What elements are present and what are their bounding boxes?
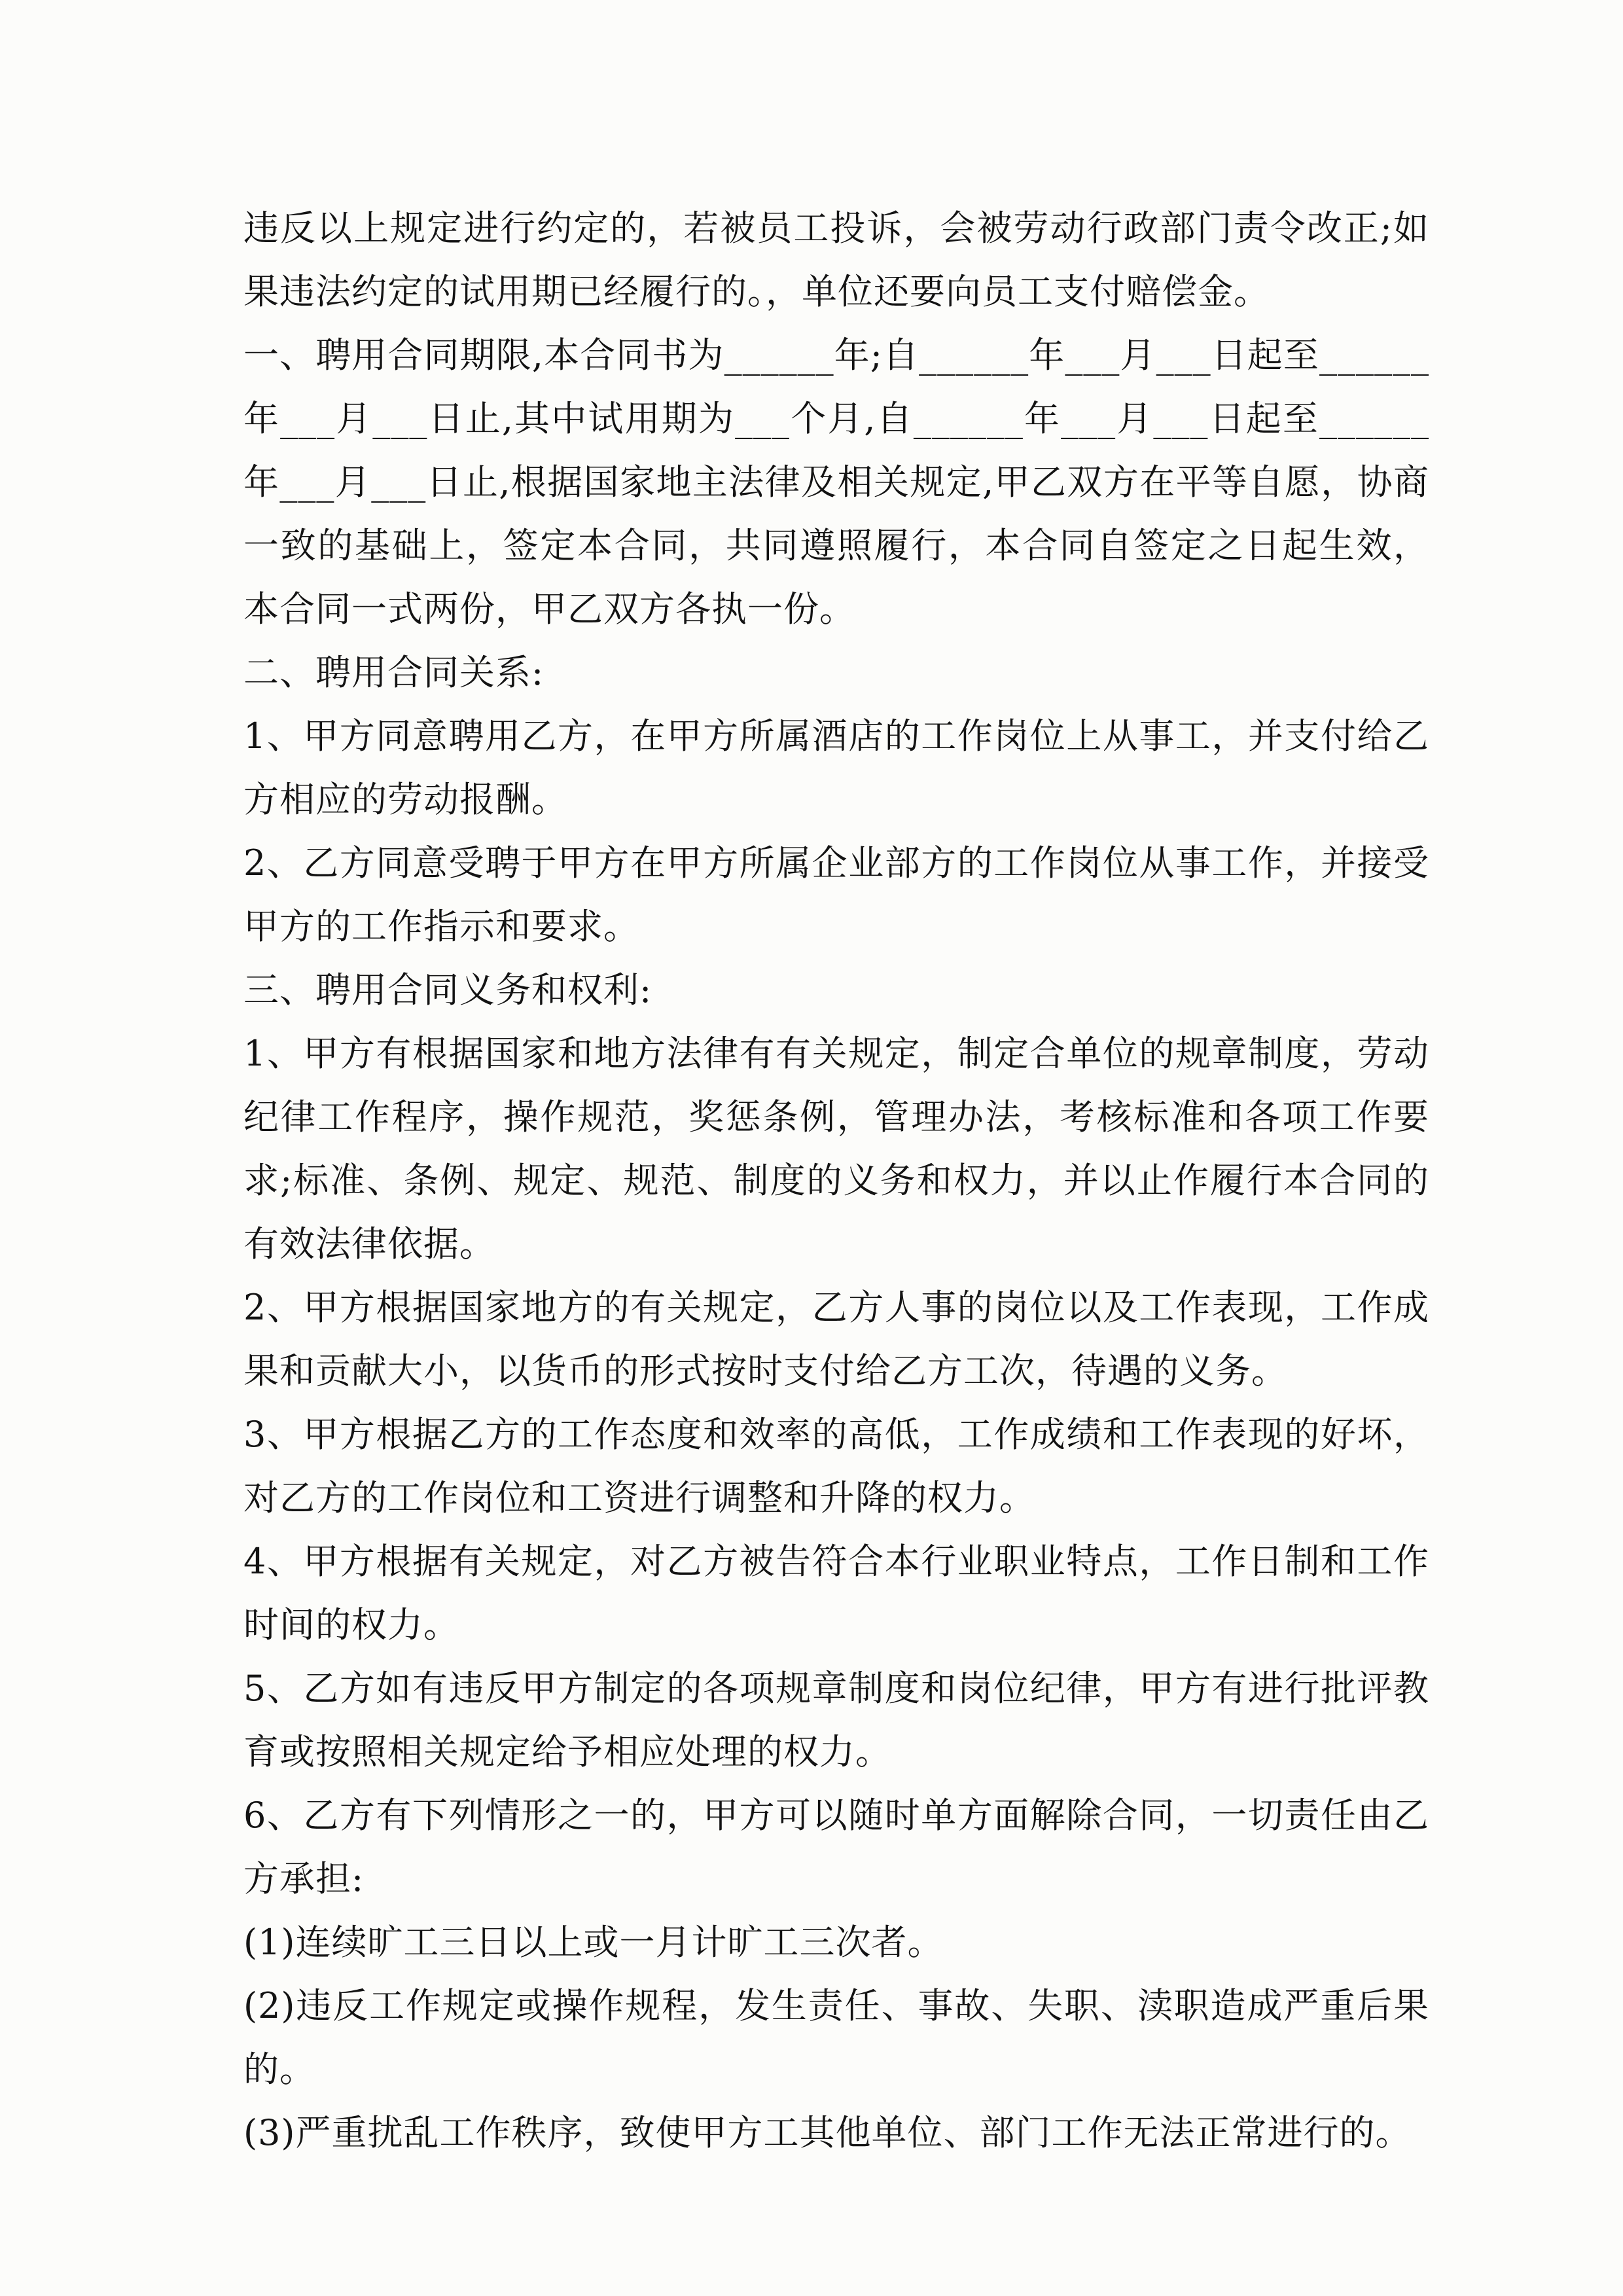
contract-paragraph: 3、甲方根据乙方的工作态度和效率的高低，工作成绩和工作表现的好坏，对乙方的工作岗位和工资进行调整和升降的权力。 [243,1414,1429,1518]
contract-list-item: (1)连续旷工三日以上或一月计旷工三次者。 [243,1922,944,1963]
contract-list-item: (2)违反工作规定或操作规程，发生责任、事故、失职、渎职造成严重后果的。 [243,1985,1429,2090]
contract-paragraph: 一、聘用合同期限,本合同书为______年;自______年___月___日起至______年___月___日止,其中试用期为___个月,自______年___月___日起至______年___月___日止,根据国家地主法律及相关规定,甲乙双方在平等自愿，协商一致的基础上，签定本合同，共同遵照履行，本合同自签定之日起生效，本合同一式两份，甲乙双方各执一份。 [243,334,1429,630]
contract-section-heading: 二、聘用合同关系: [243,652,544,693]
contract-paragraph: 1、甲方有根据国家和地方法律有有关规定，制定合单位的规章制度，劳动纪律工作程序，操作规范，奖惩条例，管理办法，考核标准和各项工作要求;标准、条例、规定、规范、制度的义务和权力，并以止作履行本合同的有效法律依据。 [243,1033,1429,1265]
contract-paragraph: 违反以上规定进行约定的，若被员工投诉，会被劳动行政部门责令改正;如果违法约定的试用期已经履行的。，单位还要向员工支付赔偿金。 [243,207,1429,312]
contract-paragraph: 5、乙方如有违反甲方制定的各项规章制度和岗位纪律，甲方有进行批评教育或按照相关规定给予相应处理的权力。 [243,1668,1429,1772]
contract-body [243,196,1429,2164]
contract-section-heading: 三、聘用合同义务和权利: [243,969,652,1011]
contract-paragraph: 2、乙方同意受聘于甲方在甲方所属企业部方的工作岗位从事工作，并接受甲方的工作指示和要求。 [243,842,1429,947]
contract-list-item: (3)严重扰乱工作秩序，致使甲方工其他单位、部门工作无法正常进行的。 [243,2112,1412,2153]
contract-paragraph: 4、甲方根据有关规定，对乙方被告符合本行业职业特点，工作日制和工作时间的权力。 [243,1541,1429,1645]
contract-paragraph: 6、乙方有下列情形之一的，甲方可以随时单方面解除合同，一切责任由乙方承担: [243,1795,1429,1899]
contract-paragraph: 2、甲方根据国家地方的有关规定，乙方人事的岗位以及工作表现，工作成果和贡献大小，以货币的形式按时支付给乙方工次，待遇的义务。 [243,1287,1429,1391]
contract-paragraph: 1、甲方同意聘用乙方，在甲方所属酒店的工作岗位上从事工，并支付给乙方相应的劳动报酬。 [243,715,1429,820]
